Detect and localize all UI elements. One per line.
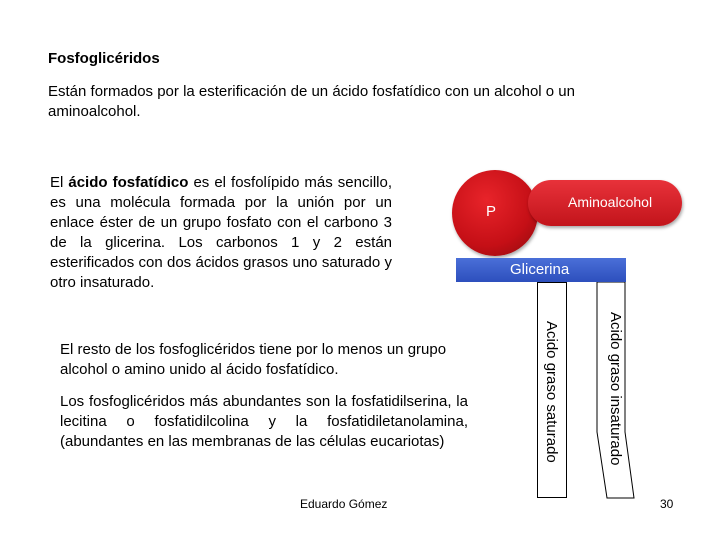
unsaturated-fatty-acid-label: Acido graso insaturado — [607, 312, 624, 466]
phosphate-group-circle — [452, 170, 538, 256]
saturated-fatty-acid-chain — [537, 282, 567, 498]
paragraph-lead: El — [50, 174, 69, 191]
paragraph-rest: es el fosfolípido más sencillo, es una molécula formada por la unión por un enlace éster de un grupo fosfato con el carbono 3 de la glicerina. Los carbonos 1 y 2 están esterificados con dos ácidos grasos uno saturado y otro insaturado. — [50, 174, 392, 291]
paragraph-bold-term: ácido fosfatídico — [68, 174, 189, 191]
abundant-phosphoglycerides-paragraph: Los fosfoglicéridos más abundantes son la fosfatidilserina, la lecitina o fosfatidilcolina y la fosfatidiletanolamina, (abundantes en las membranas de las células eucariotas) — [60, 393, 468, 450]
phosphatidic-acid-paragraph — [50, 173, 392, 293]
aminoalcohol-label: Aminoalcohol — [568, 194, 653, 210]
intro-text: Están formados por la esterificación de un ácido fosfatídico con un alcohol o un aminoalcohol. — [48, 83, 575, 120]
author-footer: Eduardo Gómez — [300, 497, 388, 511]
other-phosphoglycerides-paragraph: El resto de los fosfoglicéridos tiene por lo menos un grupo alcohol o amino unido al ácido fosfatídico. — [60, 341, 447, 378]
phosphate-label: P — [486, 203, 497, 220]
saturated-fatty-acid-label: Acido graso saturado — [543, 321, 560, 463]
page-number: 30 — [660, 497, 674, 511]
glycerol-bar — [456, 258, 626, 282]
aminoalcohol-pill — [528, 180, 682, 226]
slide-title: Fosfoglicéridos — [48, 50, 160, 67]
glycerol-label: Glicerina — [510, 261, 570, 278]
